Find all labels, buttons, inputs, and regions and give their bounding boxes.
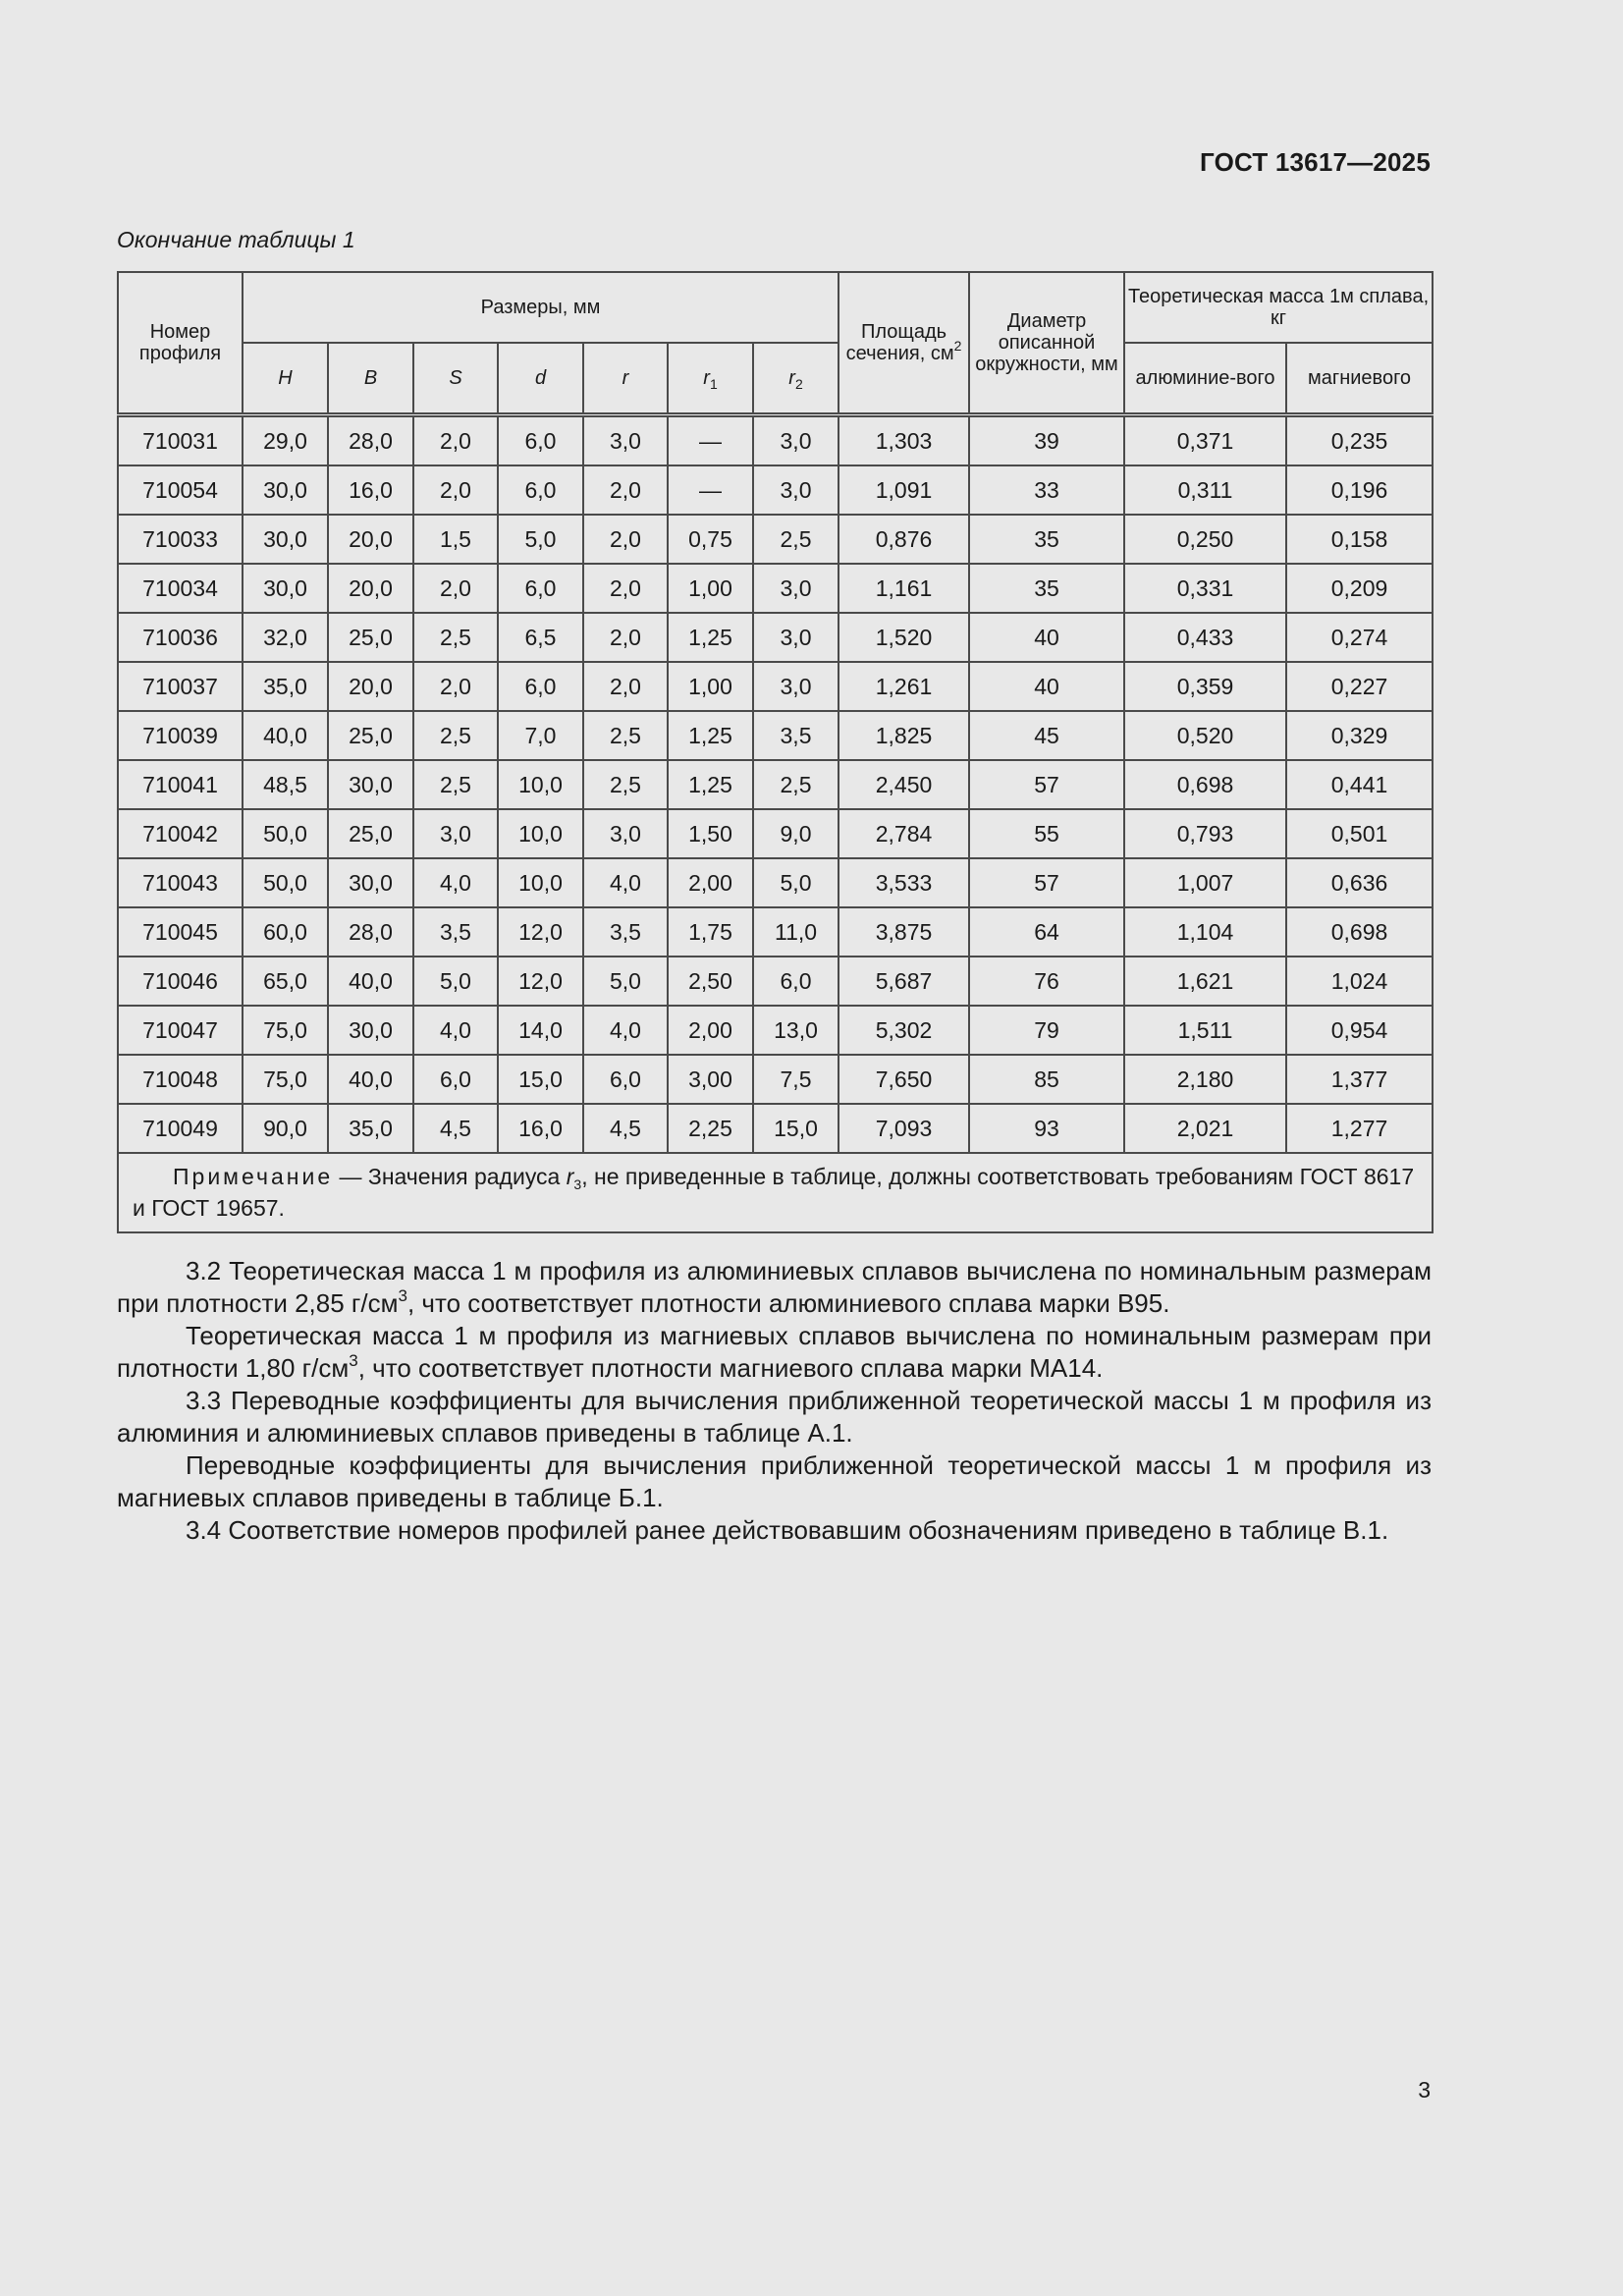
table-cell: 3,533	[839, 858, 969, 907]
table-cell: 710048	[118, 1055, 243, 1104]
table-cell: 0,331	[1124, 564, 1286, 613]
table-cell: 3,0	[753, 564, 839, 613]
table-cell: 1,75	[668, 907, 753, 957]
table-cell: 2,5	[413, 613, 498, 662]
table-cell: 2,450	[839, 760, 969, 809]
paragraph-3-3: 3.3 Переводные коэффициенты для вычисления приближенной теоретической массы 1 м профиля из алюминия и алюминиевых сплавов приведены в таблице А.1.	[117, 1386, 1432, 1448]
table-row	[118, 1104, 1433, 1153]
table-body	[118, 415, 1433, 1154]
table-cell: 1,25	[668, 711, 753, 760]
table-cell: 25,0	[328, 711, 413, 760]
table-cell: 710039	[118, 711, 243, 760]
table-cell: 30,0	[328, 760, 413, 809]
table-cell: 710037	[118, 662, 243, 711]
table-cell: 3,0	[583, 809, 668, 858]
table-cell: 9,0	[753, 809, 839, 858]
table-cell: 0,433	[1124, 613, 1286, 662]
table-cell: 48,5	[243, 760, 328, 809]
table-cell: 2,00	[668, 1006, 753, 1055]
table-cell: 1,00	[668, 564, 753, 613]
table-cell: 6,0	[498, 415, 583, 466]
table-cell: 710045	[118, 907, 243, 957]
table-cell: 2,0	[583, 613, 668, 662]
table-cell: 2,5	[753, 760, 839, 809]
table-cell: 0,876	[839, 515, 969, 564]
table-cell: 6,0	[498, 564, 583, 613]
table-cell: 710036	[118, 613, 243, 662]
table-row	[118, 415, 1433, 466]
table-cell: 75,0	[243, 1006, 328, 1055]
table-cell: 3,00	[668, 1055, 753, 1104]
table-cell: 15,0	[498, 1055, 583, 1104]
table-cell: 50,0	[243, 809, 328, 858]
table-cell: 40	[969, 662, 1124, 711]
table-cell: 710046	[118, 957, 243, 1006]
table-cell: 0,75	[668, 515, 753, 564]
table-cell: 0,227	[1286, 662, 1433, 711]
table-cell: 1,091	[839, 465, 969, 515]
table-row	[118, 907, 1433, 957]
header-sizes: Размеры, мм	[243, 272, 839, 343]
table-cell: 12,0	[498, 957, 583, 1006]
table-cell: 0,209	[1286, 564, 1433, 613]
table-cell: 15,0	[753, 1104, 839, 1153]
table-cell: 39	[969, 415, 1124, 466]
table-cell: 2,180	[1124, 1055, 1286, 1104]
table-cell: 2,0	[583, 465, 668, 515]
table-cell: 3,875	[839, 907, 969, 957]
table-cell: 30,0	[243, 564, 328, 613]
table-row	[118, 662, 1433, 711]
table-cell: 2,5	[583, 760, 668, 809]
table-cell: 3,0	[753, 613, 839, 662]
table-cell: 2,021	[1124, 1104, 1286, 1153]
table-cell: 10,0	[498, 858, 583, 907]
table-cell: 0,698	[1124, 760, 1286, 809]
table-cell: 4,0	[583, 858, 668, 907]
table-cell: 2,0	[413, 465, 498, 515]
table-cell: 16,0	[328, 465, 413, 515]
table-cell: 710034	[118, 564, 243, 613]
table-cell: 0,235	[1286, 415, 1433, 466]
table-row	[118, 858, 1433, 907]
table-cell: 7,093	[839, 1104, 969, 1153]
table-cell: 710041	[118, 760, 243, 809]
table-cell: 6,0	[413, 1055, 498, 1104]
table-cell: 32,0	[243, 613, 328, 662]
table-cell: 710049	[118, 1104, 243, 1153]
header-diameter: Диаметр описанной окружности, мм	[969, 272, 1124, 415]
body-text	[117, 1255, 1432, 1547]
table-cell: 5,0	[413, 957, 498, 1006]
table-cell: 6,0	[753, 957, 839, 1006]
table-cell: 7,650	[839, 1055, 969, 1104]
header-H: H	[243, 343, 328, 415]
table-cell: 25,0	[328, 809, 413, 858]
header-mass-aluminum: алюминие-вого	[1124, 343, 1286, 415]
header-d: d	[498, 343, 583, 415]
table-cell: 0,158	[1286, 515, 1433, 564]
table-cell: 2,25	[668, 1104, 753, 1153]
table-cell: 2,5	[753, 515, 839, 564]
table-cell: 0,274	[1286, 613, 1433, 662]
table-cell: 40,0	[328, 1055, 413, 1104]
table-cell: 28,0	[328, 907, 413, 957]
table-cell: 0,441	[1286, 760, 1433, 809]
table-cell: 40,0	[328, 957, 413, 1006]
table-row	[118, 711, 1433, 760]
table-cell: 30,0	[328, 1006, 413, 1055]
table-cell: 5,0	[498, 515, 583, 564]
header-r: r	[583, 343, 668, 415]
header-r1: $r_1$	[668, 343, 753, 415]
table-cell: 20,0	[328, 564, 413, 613]
table-cell: 1,377	[1286, 1055, 1433, 1104]
table-cell: 4,0	[583, 1006, 668, 1055]
table-cell: 3,0	[583, 415, 668, 466]
paragraph-3-4: 3.4 Соответствие номеров профилей ранее действовавшим обозначениям приведено в таблице В.1.	[186, 1515, 1389, 1545]
header-B: B	[328, 343, 413, 415]
table-row	[118, 1055, 1433, 1104]
header-profile-number: Номер профиля	[118, 272, 243, 415]
table-cell: 1,511	[1124, 1006, 1286, 1055]
table-cell: 6,5	[498, 613, 583, 662]
table-cell: 1,277	[1286, 1104, 1433, 1153]
table-cell: 1,261	[839, 662, 969, 711]
table-cell: 0,636	[1286, 858, 1433, 907]
table-cell: 710042	[118, 809, 243, 858]
table-cell: 6,0	[498, 465, 583, 515]
paragraph-3-2: 3.2 Теоретическая масса 1 м профиля из алюминиевых сплавов вычислена по номинальным размерам при плотности 2,85 $г/см^3$, что соответствует плотности алюминиевого сплава марки В95.	[117, 1256, 1432, 1318]
header-S: S	[413, 343, 498, 415]
table-cell: 710054	[118, 465, 243, 515]
table-cell: 2,784	[839, 809, 969, 858]
table-cell: 35	[969, 515, 1124, 564]
table-cell: 1,161	[839, 564, 969, 613]
table-cell: 1,25	[668, 760, 753, 809]
table-cell: 2,0	[413, 662, 498, 711]
table-cell: 3,0	[413, 809, 498, 858]
profile-table	[117, 271, 1434, 1233]
table-cell: 1,25	[668, 613, 753, 662]
table-cell: 3,5	[413, 907, 498, 957]
table-cell: 5,0	[583, 957, 668, 1006]
table-cell: 1,5	[413, 515, 498, 564]
table-cell: 14,0	[498, 1006, 583, 1055]
table-cell: 3,0	[753, 415, 839, 466]
header-area: Площадь сечения, $см^2$	[839, 272, 969, 415]
table-cell: 1,007	[1124, 858, 1286, 907]
table-cell: 1,50	[668, 809, 753, 858]
table-cell: 75,0	[243, 1055, 328, 1104]
table-cell: 6,0	[498, 662, 583, 711]
table-cell: 33	[969, 465, 1124, 515]
table-cell: 0,501	[1286, 809, 1433, 858]
table-cell: 60,0	[243, 907, 328, 957]
table-cell: 5,687	[839, 957, 969, 1006]
table-cell: 7,0	[498, 711, 583, 760]
table-cell: 13,0	[753, 1006, 839, 1055]
table-cell: 5,0	[753, 858, 839, 907]
table-cell: 710033	[118, 515, 243, 564]
table-cell: 20,0	[328, 515, 413, 564]
header-mass: Теоретическая масса 1м сплава, кг	[1124, 272, 1433, 343]
table-cell: —	[668, 415, 753, 466]
table-cell: 30,0	[243, 465, 328, 515]
table-cell: 2,0	[583, 515, 668, 564]
table-cell: 0,371	[1124, 415, 1286, 466]
table-cell: 0,520	[1124, 711, 1286, 760]
table-row	[118, 1006, 1433, 1055]
table-cell: 45	[969, 711, 1124, 760]
table-cell: 57	[969, 858, 1124, 907]
table-cell: 0,793	[1124, 809, 1286, 858]
table-cell: 2,0	[583, 662, 668, 711]
table-cell: 1,00	[668, 662, 753, 711]
table-row	[118, 613, 1433, 662]
table-cell: 85	[969, 1055, 1124, 1104]
table-cell: 2,5	[583, 711, 668, 760]
table-cell: 4,0	[413, 858, 498, 907]
table-cell: 79	[969, 1006, 1124, 1055]
table-cell: 40	[969, 613, 1124, 662]
table-cell: 0,698	[1286, 907, 1433, 957]
table-cell: 30,0	[328, 858, 413, 907]
paragraph-3-2-mg: Теоретическая масса 1 м профиля из магниевых сплавов вычислена по номинальным размерам при плотности 1,80 $г/см^3$, что соответствует плотности магниевого сплава марки МА14.	[117, 1321, 1432, 1383]
table-cell: 40,0	[243, 711, 328, 760]
table-cell: 1,303	[839, 415, 969, 466]
table-cell: 1,104	[1124, 907, 1286, 957]
table-cell: 3,0	[753, 465, 839, 515]
table-cell: 7,5	[753, 1055, 839, 1104]
table-cell: 0,954	[1286, 1006, 1433, 1055]
table-cell: 65,0	[243, 957, 328, 1006]
table-cell: 64	[969, 907, 1124, 957]
table-cell: 710031	[118, 415, 243, 466]
table-cell: 3,5	[583, 907, 668, 957]
table-cell: 76	[969, 957, 1124, 1006]
table-cell: 4,5	[583, 1104, 668, 1153]
table-cell: 2,5	[413, 711, 498, 760]
table-row	[118, 809, 1433, 858]
header-r2: $r_2$	[753, 343, 839, 415]
table-cell: 2,5	[413, 760, 498, 809]
table-cell: 2,0	[583, 564, 668, 613]
table-cell: 2,00	[668, 858, 753, 907]
table-cell: 90,0	[243, 1104, 328, 1153]
table-cell: 710043	[118, 858, 243, 907]
table-cell: 93	[969, 1104, 1124, 1153]
table-cell: 12,0	[498, 907, 583, 957]
table-cell: 20,0	[328, 662, 413, 711]
table-cell: 30,0	[243, 515, 328, 564]
table-cell: 1,520	[839, 613, 969, 662]
table-cell: 55	[969, 809, 1124, 858]
paragraph-3-3-mg: Переводные коэффициенты для вычисления приближенной теоретической массы 1 м профиля из магниевых сплавов приведены в таблице Б.1.	[117, 1450, 1432, 1512]
table-cell: 35,0	[328, 1104, 413, 1153]
table-cell: 35	[969, 564, 1124, 613]
table-row	[118, 957, 1433, 1006]
table-cell: 0,311	[1124, 465, 1286, 515]
table-cell: 1,024	[1286, 957, 1433, 1006]
table-cell: 1,825	[839, 711, 969, 760]
table-cell: 11,0	[753, 907, 839, 957]
table-cell: 710047	[118, 1006, 243, 1055]
table-row	[118, 515, 1433, 564]
table-cell: 57	[969, 760, 1124, 809]
table-cell: 4,0	[413, 1006, 498, 1055]
table-row	[118, 760, 1433, 809]
table-cell: 28,0	[328, 415, 413, 466]
table-cell: 10,0	[498, 760, 583, 809]
table-cell: 0,250	[1124, 515, 1286, 564]
table-cell: 3,0	[753, 662, 839, 711]
table-cell: 6,0	[583, 1055, 668, 1104]
table-cell: 3,5	[753, 711, 839, 760]
table-cell: 1,621	[1124, 957, 1286, 1006]
table-cell: 35,0	[243, 662, 328, 711]
table-caption: Окончание таблицы 1	[117, 227, 355, 252]
document-id: ГОСТ 13617—2025	[1200, 147, 1431, 177]
table-cell: 5,302	[839, 1006, 969, 1055]
table-cell: 2,0	[413, 415, 498, 466]
header-mass-magnesium: магниевого	[1286, 343, 1433, 415]
table-cell: 4,5	[413, 1104, 498, 1153]
table-cell: 2,50	[668, 957, 753, 1006]
table-cell: —	[668, 465, 753, 515]
table-row	[118, 465, 1433, 515]
table-cell: 16,0	[498, 1104, 583, 1153]
table-cell: 0,196	[1286, 465, 1433, 515]
table-note: Примечание — Значения радиуса $r_3$, не приведенные в таблице, должны соответствовать требованиям ГОСТ 8617 и ГОСТ 19657.	[118, 1153, 1433, 1232]
page-number: 3	[1418, 2077, 1431, 2103]
table-cell: 25,0	[328, 613, 413, 662]
table-cell: 50,0	[243, 858, 328, 907]
table-cell: 10,0	[498, 809, 583, 858]
table-cell: 2,0	[413, 564, 498, 613]
table-row	[118, 564, 1433, 613]
table-cell: 0,329	[1286, 711, 1433, 760]
table-cell: 0,359	[1124, 662, 1286, 711]
table-cell: 29,0	[243, 415, 328, 466]
